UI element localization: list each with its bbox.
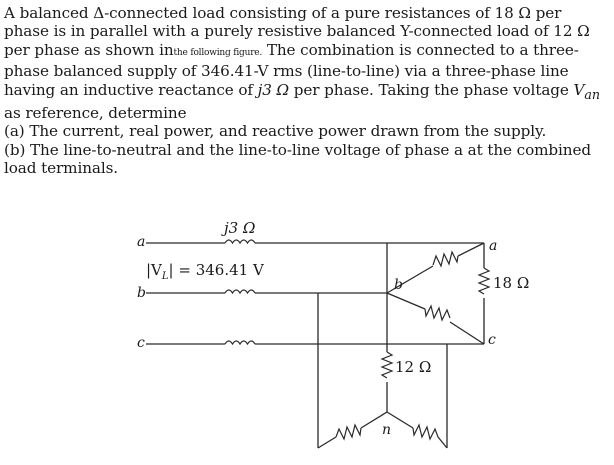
line-reactance-label: j3 Ω: [224, 219, 256, 237]
node-c-label: c: [488, 332, 496, 348]
reference-symbol: V: [573, 80, 585, 99]
wye-resistance-label: 12 Ω: [395, 358, 432, 376]
wye-wire-n-b-2: [318, 437, 336, 448]
supply-voltage-label: $|V_L| = 346.41$ V: [146, 261, 264, 282]
line-reactance-inline: j3 Ω: [257, 80, 290, 99]
delta-resistor-ac: [479, 268, 489, 294]
line-a-inductor: [225, 240, 255, 243]
delta-wire-bc-1: [387, 293, 425, 309]
node-b-label: b: [394, 277, 403, 293]
intro-text-4: as reference, determine: [4, 104, 187, 123]
line-b-inductor: [225, 290, 255, 293]
wye-resistor-a: [382, 352, 392, 378]
wye-wire-n-c-2: [438, 437, 447, 448]
node-a-label: a: [489, 238, 498, 254]
delta-resistor-bc: [425, 306, 450, 320]
delta-resistor-ab: [433, 252, 458, 266]
part-b: (b) The line-to-neutral and the line-to-line voltage of phase a at the combined load terminals.: [4, 140, 591, 178]
delta-wire-ab-1: [458, 243, 484, 256]
delta-wire-bc-2: [450, 322, 484, 344]
figure-reference: the following figure.: [173, 47, 263, 58]
node-n-label: n: [382, 422, 392, 438]
intro-text-2: The combination is connected to a three-phase balanced supply of 346.41-V rms (line-to-line) via a three-phase line having an inductive reactance of: [4, 40, 579, 99]
delta-resistance-label: 18 Ω: [493, 274, 530, 292]
line-c-inductor: [225, 341, 255, 344]
wye-resistor-c: [413, 425, 438, 439]
terminal-b-label: b: [137, 285, 146, 301]
part-a: (a) The current, real power, and reactive power drawn from the supply.: [4, 122, 547, 141]
reference-subscript: an: [584, 86, 600, 102]
intro-text-1: A balanced Δ-connected load consisting of a pure resistances of 18 Ω per phase is in parallel with a purely resistive balanced Y-connected load of 12 Ω per phase as shown in: [4, 4, 590, 59]
terminal-a-label: a: [137, 234, 146, 250]
intro-text-3: per phase. Taking the phase voltage: [289, 80, 574, 99]
wye-resistor-b: [336, 425, 361, 439]
terminal-c-label: c: [137, 335, 145, 351]
